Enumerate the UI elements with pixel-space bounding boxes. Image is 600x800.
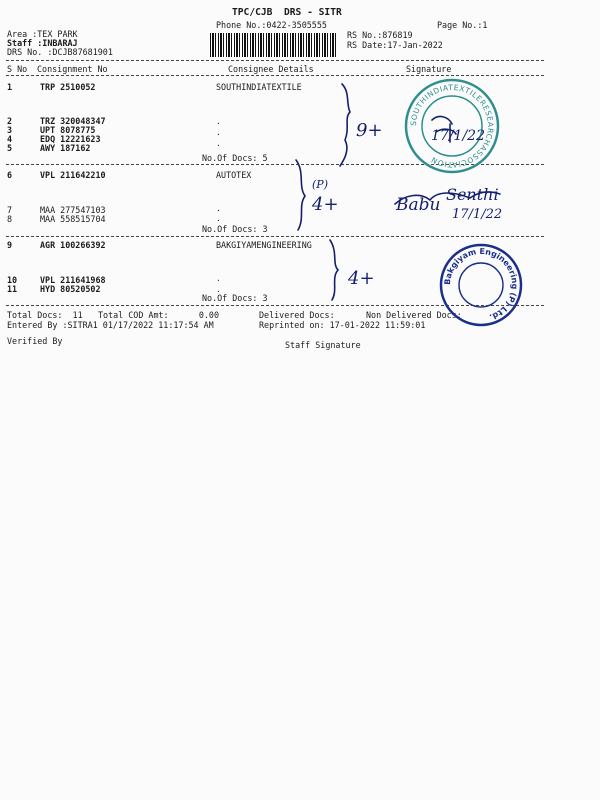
- row-sno: 8: [7, 214, 13, 224]
- row-consignment: EDQ 12221623: [40, 134, 101, 144]
- dot-marker: .: [216, 139, 221, 148]
- row-sno: 11: [7, 284, 18, 294]
- rs-date: RS Date:17-Jan-2022: [347, 40, 443, 50]
- row-consignment: VPL 211641968: [40, 275, 106, 285]
- handwritten-count: 4+: [312, 194, 339, 215]
- row-sno: 2: [7, 116, 13, 126]
- row-sno: 6: [7, 170, 13, 180]
- non-delivered-docs: Non Delivered Docs:: [366, 310, 462, 320]
- dot-marker: .: [216, 214, 221, 223]
- col-consignment: Consignment No: [37, 64, 108, 74]
- drs-number: DRS No. :DCJB87681901: [7, 47, 113, 57]
- staff-label: Staff :INBARAJ: [7, 38, 78, 48]
- handwritten-date: 17/1/22: [431, 128, 485, 144]
- row-consignment: VPL 211642210: [40, 170, 106, 180]
- row-sno: 9: [7, 240, 13, 250]
- dot-marker: .: [216, 285, 221, 294]
- dot-marker: .: [216, 128, 221, 137]
- row-consignment: TRZ 320048347: [40, 116, 106, 126]
- row-consignment: UPT 8078775: [40, 125, 96, 135]
- handwritten-signature: Babu: [396, 195, 441, 215]
- seal-text: SOUTHINDIATEXTILERESEARCHASSOCIATION: [408, 82, 496, 170]
- docs-count: No.Of Docs: 3: [202, 293, 268, 303]
- row-sno: 10: [7, 275, 18, 285]
- handwritten-count: 9+: [356, 120, 383, 141]
- row-sno: 5: [7, 143, 13, 153]
- handwritten-marks-icon: [0, 0, 600, 380]
- delivered-docs: Delivered Docs:: [259, 310, 335, 320]
- handwritten-note: (P): [312, 178, 328, 191]
- docs-count: No.Of Docs: 5: [202, 153, 268, 163]
- row-sno: 4: [7, 134, 13, 144]
- row-consignment: AGR 100266392: [40, 240, 106, 250]
- docs-count: No.Of Docs: 3: [202, 224, 268, 234]
- col-consignee: Consignee Details: [228, 64, 314, 74]
- total-cod: Total COD Amt: 0.00: [98, 310, 220, 320]
- row-consignment: HYD 80520502: [40, 284, 101, 294]
- seal-text: Bakgiyam Engineering (P) Ltd.: [442, 246, 520, 322]
- row-sno: 1: [7, 82, 13, 92]
- dot-marker: .: [216, 274, 221, 283]
- row-consignee: BAKGIYAMENGINEERING: [216, 240, 312, 250]
- phone-number: Phone No.:0422-3505555: [216, 20, 327, 30]
- row-consignment: MAA 558515704: [40, 214, 106, 224]
- handwritten-signature: Senthi: [446, 185, 499, 204]
- row-consignment: MAA 277547103: [40, 205, 106, 215]
- reprinted-on: Reprinted on: 17-01-2022 11:59:01: [259, 320, 426, 330]
- row-sno: 3: [7, 125, 13, 135]
- row-consignee: AUTOTEX: [216, 170, 252, 180]
- total-docs: Total Docs: 11: [7, 310, 83, 320]
- row-consignment: TRP 2510052: [40, 82, 96, 92]
- dot-marker: .: [216, 117, 221, 126]
- staff-signature-label: Staff Signature: [285, 340, 361, 350]
- area-label: Area :TEX PARK: [7, 29, 78, 39]
- row-consignee: SOUTHINDIATEXTILE: [216, 82, 302, 92]
- rs-number: RS No.:876819: [347, 30, 413, 40]
- handwritten-count: 4+: [348, 268, 375, 289]
- row-consignment: AWY 187162: [40, 143, 91, 153]
- sheet-title: TPC/CJB DRS - SITR: [232, 7, 342, 18]
- col-signature: Signature: [406, 64, 452, 74]
- dot-marker: .: [216, 204, 221, 213]
- page-number: Page No.:1: [437, 20, 488, 30]
- col-sno: S No: [7, 64, 28, 74]
- verified-by: Verified By: [7, 336, 63, 346]
- row-sno: 7: [7, 205, 13, 215]
- entered-by: Entered By :SITRA1 01/17/2022 11:17:54 AM: [7, 320, 214, 330]
- handwritten-date: 17/1/22: [452, 207, 503, 222]
